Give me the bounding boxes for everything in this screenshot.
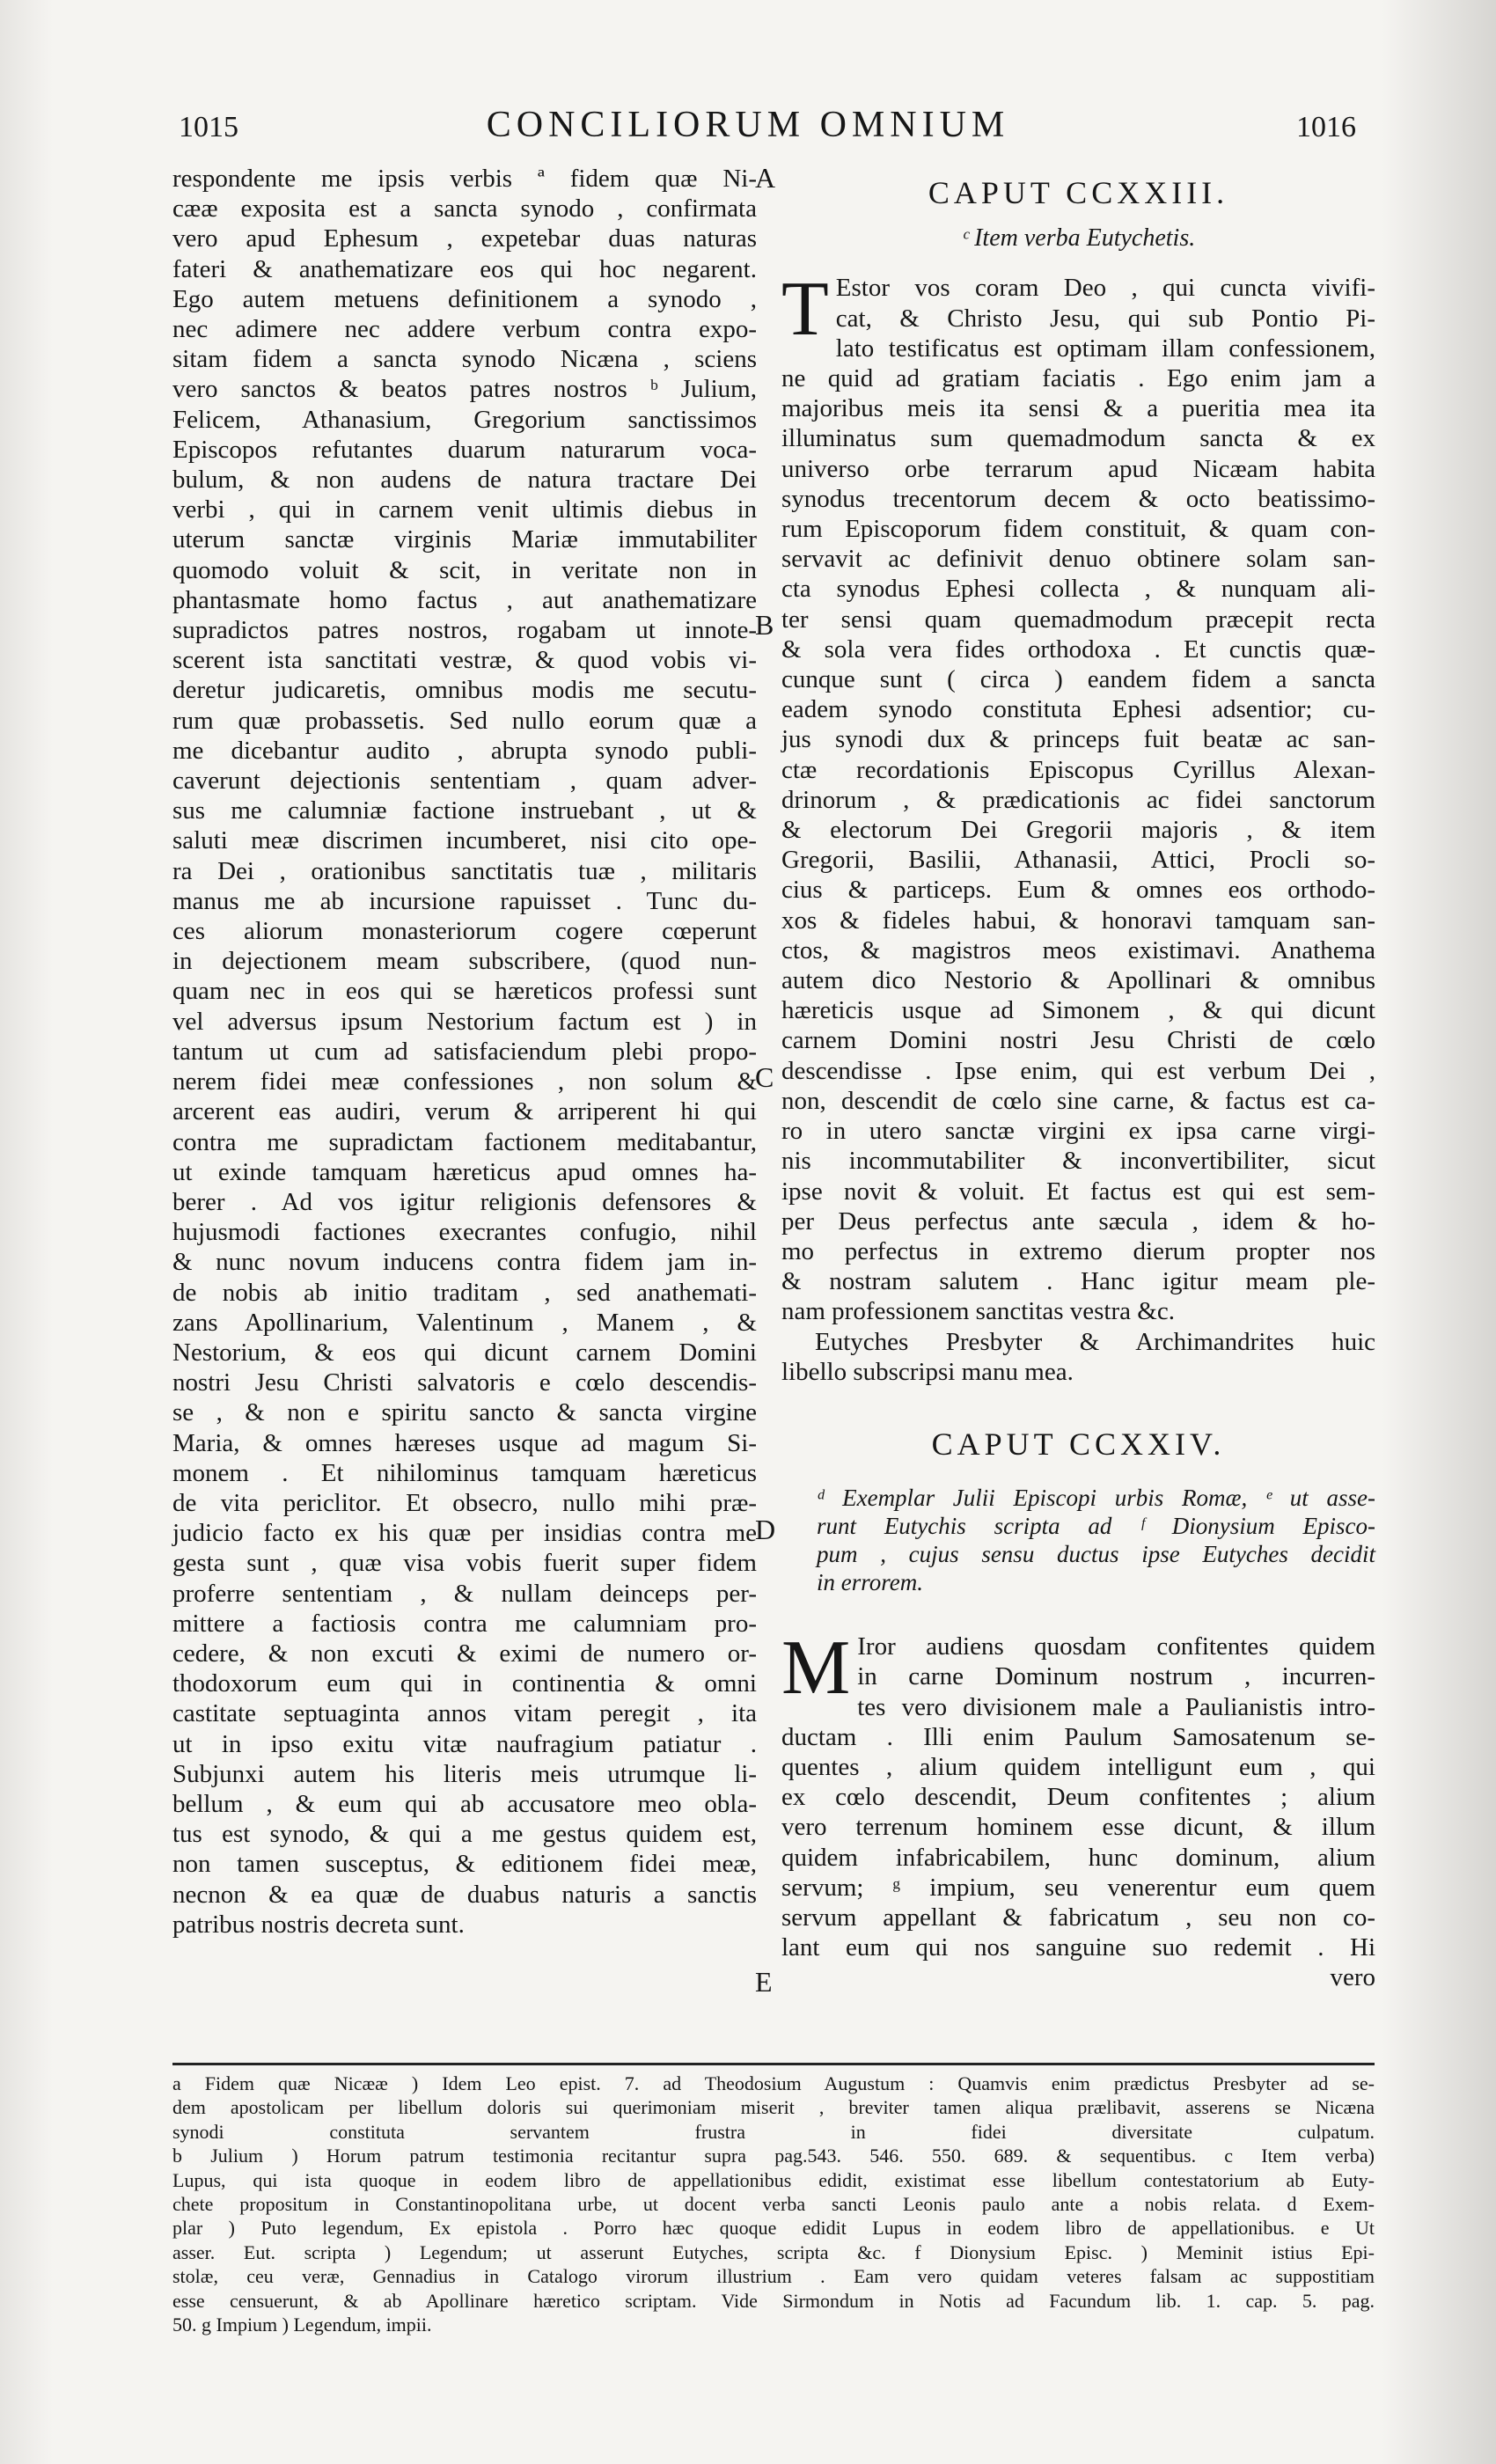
- text-line: hujusmodi factiones execrantes confugio, nihil: [172, 1218, 757, 1247]
- text-line: patribus nostris decreta sunt.: [172, 1910, 465, 1939]
- text-line: non tamen susceptus, & editionem fidei meæ,: [172, 1850, 757, 1879]
- text-line: quomodo voluit & scit, in veritate non in: [172, 555, 757, 584]
- text-line: vel adversus ipsum Nestorium factum est ) in: [172, 1007, 757, 1036]
- footnote-line: chete propositum in Constantinopolitana urbe, ut docent verba sancti Leonis paulo ante a nobis relata. d Exem-: [172, 2193, 1375, 2216]
- signature-line: libello subscripsi manu mea.: [781, 1357, 1074, 1386]
- footnote-line: Lupus, qui ista quoque in eodem libro de appellationibus edidit, existimat esse libellum contestatorium ab Euty-: [172, 2168, 1375, 2191]
- text-line: Gregorii, Basilii, Athanasii, Attici, Procli so-: [781, 846, 1375, 875]
- page-edge-shadow: [1382, 0, 1496, 2464]
- text-line: cunque sunt ( circa ) eandem fidem a sancta: [781, 665, 1375, 694]
- footnote-line: plar ) Puto legendum, Ex epistola . Porro hæc quoque edidit Lupus in eodem libro de appellationibus. e Ut: [172, 2217, 1375, 2240]
- text-line: vero apud Ephesum , expetebar duas naturas: [172, 224, 757, 253]
- text-line: ne quid ad gratiam faciatis . Ego enim jam a: [781, 364, 1375, 393]
- page-gutter-shadow: [0, 0, 53, 2464]
- text-line: in dejectionem meam subscribere, (quod nun-: [172, 947, 757, 976]
- text-line: eadem synodo constituta Ephesi adsentior; cu-: [781, 695, 1375, 724]
- caput-ccxxiv-body: [781, 1625, 1375, 1992]
- text-line: ctæ recordationis Episcopus Cyrillus Alexan-: [781, 755, 1375, 784]
- text-line: tantum ut cum ad satisfaciendum plebi propo-: [172, 1037, 757, 1066]
- text-line: ro in utero sanctæ virgini ex ipsa carne virgi-: [781, 1117, 1375, 1146]
- text-line: lant eum qui nos sanguine suo redemit . Hi: [781, 1933, 1375, 1962]
- text-line: gesta sunt , quæ visa vobis fuerit super fidem: [172, 1549, 757, 1578]
- title-line: runt Eutychis scripta ad ᶠ Dionysium Episco-: [817, 1513, 1375, 1540]
- text-line: bellum , & eum qui ab accusatore meo obla-: [172, 1789, 757, 1818]
- text-line: rum Episcoporum fidem constituit, & quam con-: [781, 515, 1375, 544]
- text-line: me dicebantur audito , abrupta synodo publi-: [172, 736, 757, 765]
- text-line: fateri & anathematizare eos qui hoc negarent.: [172, 254, 757, 283]
- footnote-line: 50. g Impium ) Legendum, impii.: [172, 2314, 432, 2336]
- text-line: quam nec in eos qui se hæreticos professi sunt: [172, 977, 757, 1006]
- text-line: mittere a factiosis contra me calumniam pro-: [172, 1609, 757, 1638]
- text-line: ra Dei , orationibus sanctitatis tuæ , militaris: [172, 856, 757, 885]
- text-line: jus synodi dux & princeps fuit beatæ ac san-: [781, 725, 1375, 754]
- text-line: ductam . Illi enim Paulum Samosatenum se-: [781, 1722, 1375, 1751]
- text-line: & electorum Dei Gregorii majoris , & item: [781, 816, 1375, 845]
- text-line: universo orbe terrarum apud Nicæam habita: [781, 454, 1375, 483]
- text-line: contra me supradictam factionem meditabantur,: [172, 1127, 757, 1156]
- text-line: quidem infabricabilem, hunc dominum, alium: [781, 1843, 1375, 1872]
- footnote-line: b Julium ) Horum patrum testimonia recitantur supra pag.543. 546. 550. 689. & sequentibus. c Item verba): [172, 2145, 1375, 2167]
- text-line: non, descendit de cœlo sine carne, & factus est ca-: [781, 1086, 1375, 1115]
- footnote-line: synodi constituta servantem frustra in fidei diversitate culpatum.: [172, 2120, 1375, 2143]
- text-line: autem dico Nestorio & Apollinari & omnibus: [781, 966, 1375, 995]
- text-line: caverunt dejectionis sententiam , quam adver-: [172, 766, 757, 796]
- text-line: cedere, & non excuti & eximi de numero or-: [172, 1639, 757, 1668]
- margin-letter-a: A: [755, 162, 776, 194]
- text-line: ut in ipso exitu vitæ naufragium patiatur .: [172, 1729, 757, 1758]
- text-line: cat, & Christo Jesu, qui sub Pontio Pi-: [835, 304, 1375, 333]
- text-line: carnem Domini nostri Jesu Christi de cœlo: [781, 1026, 1375, 1055]
- caput-subheading: ᶜ Item verba Eutychetis.: [961, 224, 1196, 253]
- text-line: de vita periclitor. Et obsecro, nullo mihi præ-: [172, 1488, 757, 1517]
- text-line: drinorum , & prædicationis ac fidei sanctorum: [781, 785, 1375, 814]
- text-line: judicio facto ex his quæ per insidias contra me: [172, 1519, 757, 1548]
- text-line: nostri Jesu Christi salvatoris e cœlo descendis-: [172, 1368, 757, 1397]
- caput-ccxxiv-title: [781, 1484, 1375, 1596]
- text-line: ipse novit & voluit. Et factus est qui est sem-: [781, 1177, 1375, 1206]
- footnote-line: dem apostolicam per libellum doloris sui querimoniam miserit , breviter tamen aliqua prælibavit, asserens se Nicæna: [172, 2096, 1375, 2119]
- text-line: castitate septuaginta annos vitam peregit , ita: [172, 1699, 757, 1728]
- text-line: sus me calumniæ factione instruebant , ut &: [172, 796, 757, 825]
- text-line: tus est synodo, & qui a me gestus quidem est,: [172, 1820, 757, 1849]
- text-line: cta synodus Ephesi collecta , & nunquam ali-: [781, 575, 1375, 604]
- title-line: pum , cujus sensu ductus ipse Eutyches decidit: [817, 1541, 1375, 1568]
- text-line: servum; ᵍ impium, seu venerentur eum quem: [781, 1873, 1375, 1902]
- text-line: phantasmate homo factus , aut anathematizare: [172, 585, 757, 614]
- text-line: rum quæ probassetis. Sed nullo eorum quæ a: [172, 706, 757, 735]
- caput-ccxxiii-body: [781, 267, 1375, 1326]
- footnote-line: asser. Eut. scripta ) Legendum; ut asserunt Eutyches, scripta &c. f Dionysium Episc. ) Meminit istius Epi-: [172, 2240, 1375, 2263]
- title-line: ᵈ Exemplar Julii Episcopi urbis Romæ, ᵉ ut asse-: [817, 1485, 1375, 1512]
- text-line: lato testificatus est optimam illam confessionem,: [835, 334, 1375, 363]
- text-line: manus me ab incursione rapuisset . Tunc du-: [172, 886, 757, 915]
- margin-letter-e: E: [755, 1966, 773, 1998]
- text-line: Nestorium, & eos qui dicunt carnem Domini: [172, 1338, 757, 1367]
- text-line: ces aliorum monasteriorum cogere cœperunt: [172, 917, 757, 946]
- drop-cap-m: M: [781, 1625, 851, 1712]
- text-line: ex cœlo descendit, Deum confitentes ; alium: [781, 1783, 1375, 1812]
- text-line: servum appellant & fabricatum , seu non co-: [781, 1903, 1375, 1932]
- text-line: supradictos patres nostros, rogabam ut innote-: [172, 616, 757, 645]
- text-line: verbi , qui in carnem venit ultimis diebus in: [172, 495, 757, 524]
- margin-letter-b: B: [755, 609, 774, 641]
- footnotes: [172, 2072, 1375, 2336]
- text-line: Maria, & omnes hæreses usque ad magum Si-: [172, 1428, 757, 1457]
- text-line: mo perfectus in extremo dierum propter nos: [781, 1236, 1375, 1265]
- text-line: cius & particeps. Eum & omnes eos orthodo-: [781, 876, 1375, 905]
- text-line: servavit ac definivit denuo obtinere solam san-: [781, 545, 1375, 574]
- text-line: nis incommutabiliter & inconvertibiliter, sicut: [781, 1147, 1375, 1176]
- text-line: bulum, & non audens de natura tractare Dei: [172, 466, 757, 495]
- right-text-column: [781, 172, 1375, 1993]
- text-line: monem . Et nihilominus tamquam hæreticus: [172, 1458, 757, 1487]
- text-line: se , & non e spiritu sancto & sancta virgine: [172, 1398, 757, 1427]
- page-number-right: 1016: [1296, 111, 1356, 143]
- text-line: descendisse . Ipse enim, qui est verbum Dei ,: [781, 1056, 1375, 1085]
- text-line: vero sanctos & beatos patres nostros ᵇ Julium,: [172, 375, 757, 404]
- text-line: nerem fidei meæ confessiones , non solum &: [172, 1067, 757, 1096]
- text-line: & sola vera fides orthodoxa . Et cunctis quæ-: [781, 634, 1375, 664]
- footnote-line: esse censuerunt, & ab Apollinare hæretico scriptam. Vide Sirmondum in Notis ad Facundum lib. 1. cap. 5. pag.: [172, 2289, 1375, 2312]
- text-line: tes vero divisionem male a Paulianistis intro-: [857, 1692, 1375, 1721]
- text-line: Ego autem metuens definitionem a synodo ,: [172, 284, 757, 313]
- text-line: saluti meæ discrimen incumberet, nisi cito ope-: [172, 826, 757, 855]
- text-line: nec adimere nec addere verbum contra expo-: [172, 315, 757, 344]
- text-line: arcerent eas audiri, verum & arriperent hi qui: [172, 1097, 757, 1126]
- text-line: hæreticis usque ad Simonem , & qui dicunt: [781, 996, 1375, 1025]
- caput-ccxxiv-paragraph: [781, 1625, 1375, 1992]
- margin-letter-d: D: [755, 1514, 776, 1545]
- text-line: illuminatus sum quemadmodum sancta & ex: [781, 424, 1375, 453]
- text-line: per Deus perfectus ante sæcula , idem & ho-: [781, 1206, 1375, 1236]
- margin-letter-c: C: [755, 1061, 774, 1093]
- text-line: thodoxorum eum qui in continentia & omni: [172, 1669, 757, 1698]
- text-line: nam professionem sanctitas vestra &c.: [781, 1297, 1175, 1326]
- text-line: ctos, & magistros meos existimavi. Anathema: [781, 935, 1375, 964]
- left-text-column: [172, 164, 757, 1940]
- text-line: Felicem, Athanasium, Gregorium sanctissimos: [172, 405, 757, 434]
- text-line: Iror audiens quosdam confitentes quidem: [857, 1632, 1375, 1661]
- text-line: & nunc novum inducens contra fidem jam in-: [172, 1248, 757, 1277]
- footnote-line: stolæ, ceu veræ, Gennadius in Catalogo virorum illustrium . Eam vero quidam veteres falsam ac suppostitiam: [172, 2265, 1375, 2288]
- footnote-rule: [172, 2063, 1375, 2065]
- text-line: vero: [1330, 1963, 1375, 1992]
- text-line: quentes , alium quidem intelligunt eum , qui: [781, 1752, 1375, 1781]
- text-line: berer . Ad vos igitur religionis defensores &: [172, 1187, 757, 1216]
- caput-heading-ccxxiii: CAPUT CCXXIII.: [928, 175, 1229, 210]
- text-line: deretur judicaretis, omnibus modis me secutu-: [172, 676, 757, 705]
- page-number-left: 1015: [179, 111, 238, 143]
- text-line: ter sensi quam quemadmodum præcepit recta: [781, 605, 1375, 634]
- signature-block: [781, 1327, 1375, 1387]
- text-line: synodus trecentorum decem & octo beatissimo-: [781, 484, 1375, 513]
- running-title: CONCILIORUM OMNIUM: [486, 105, 1010, 145]
- text-line: de nobis ab initio traditam , sed anathemati-: [172, 1278, 757, 1307]
- text-line: vero terrenum hominem esse dicunt, & illum: [781, 1813, 1375, 1842]
- text-line: majoribus meis ita sensi & a pueritia mea ita: [781, 394, 1375, 423]
- text-line: zans Apollinarium, Valentinum , Manem , &: [172, 1308, 757, 1337]
- text-line: respondente me ipsis verbis ª fidem quæ Ni-: [172, 165, 757, 193]
- text-line: scerent ista sanctitati vestræ, & quod vobis vi-: [172, 646, 757, 675]
- text-line: Episcopos refutantes duarum naturarum voca-: [172, 435, 757, 464]
- drop-cap-t: T: [781, 267, 829, 353]
- caput-heading-ccxxiv: CAPUT CCXXIV.: [931, 1426, 1226, 1462]
- text-line: xos & fideles habui, & honoravi tamquam san-: [781, 906, 1375, 935]
- text-line: in carne Dominum nostrum , incurren-: [857, 1662, 1375, 1691]
- title-line: in errorem.: [817, 1569, 923, 1596]
- text-line: uterum sanctæ virginis Mariæ immutabiliter: [172, 525, 757, 554]
- caput-ccxxiii-paragraph: [781, 267, 1375, 1326]
- footnote-line: a Fidem quæ Nicææ ) Idem Leo epist. 7. ad Theodosium Augustum : Quamvis enim prædictus Presbyter ad se-: [172, 2072, 1375, 2094]
- text-line: ut exinde tamquam hæreticus apud omnes ha-: [172, 1157, 757, 1186]
- text-line: necnon & ea quæ de duabus naturis a sanctis: [172, 1880, 757, 1909]
- text-line: Subjunxi autem his literis meis utrumque li-: [172, 1759, 757, 1788]
- text-line: & nostram salutem . Hanc igitur meam ple-: [781, 1267, 1375, 1296]
- text-line: sitam fidem a sancta synodo Nicæna , sciens: [172, 345, 757, 374]
- text-line: proferre sententiam , & nullam deinceps per-: [172, 1579, 757, 1608]
- signature-line: Eutyches Presbyter & Archimandrites huic: [815, 1327, 1375, 1356]
- text-line: cææ exposita est a sancta synodo , confirmata: [172, 194, 757, 224]
- text-line: Estor vos coram Deo , qui cuncta vivifi-: [835, 274, 1375, 303]
